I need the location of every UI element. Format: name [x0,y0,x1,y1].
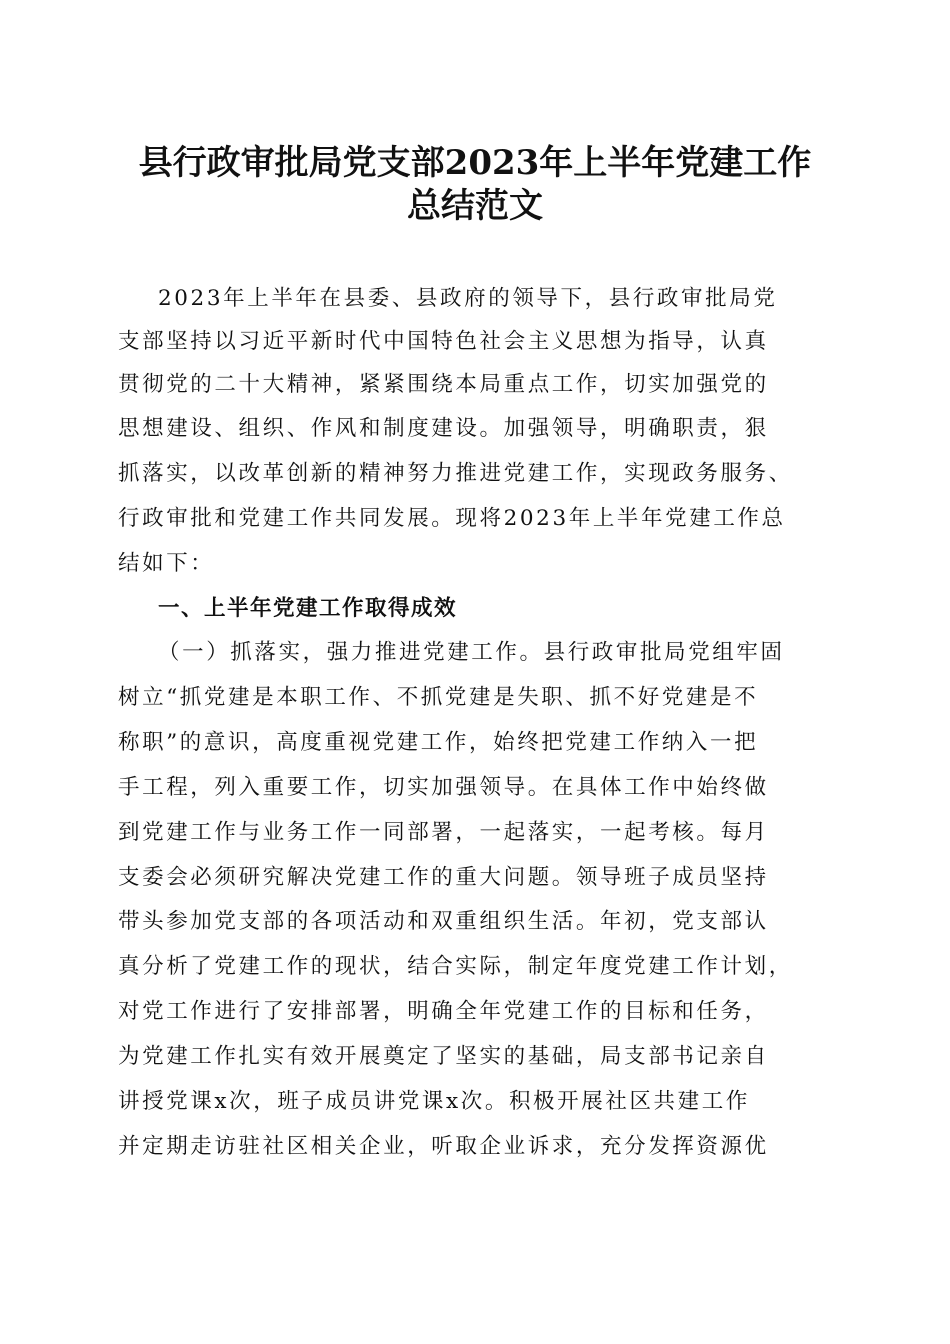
body-line: 树立“抓党建是本职工作、不抓党建是失职、抓不好党建是不 [118,685,759,710]
body-line: （一）抓落实，强力推进党建工作。县行政审批局党组牢固 [158,640,785,665]
document-title-line-2: 总结范文 [407,186,543,226]
body-line: 真分析了党建工作的现状，结合实际，制定年度党建工作计划， [118,954,793,979]
body-line: 并定期走访驻社区相关企业，听取企业诉求，充分发挥资源优 [118,1134,769,1159]
body-line: 带头参加党支部的各项活动和双重组织生活。年初，党支部认 [118,909,769,934]
document-title-line-1: 县行政审批局党支部2023年上半年党建工作 [138,143,812,183]
body-line: 称职”的意识，高度重视党建工作，始终把党建工作纳入一把 [118,730,759,755]
body-line: 为党建工作扎实有效开展奠定了坚实的基础，局支部书记亲自 [118,1044,769,1069]
body-line: 支委会必须研究解决党建工作的重大问题。领导班子成员坚持 [118,865,769,890]
intro-line: 结如下： [118,551,215,576]
intro-line: 贯彻党的二十大精神，紧紧围绕本局重点工作，切实加强党的 [118,372,769,397]
body-line: 讲授党课x次，班子成员讲党课x次。积极开展社区共建工作 [118,1089,750,1114]
body-line: 对党工作进行了安排部署，明确全年党建工作的目标和任务， [118,999,769,1024]
intro-line: 思想建设、组织、作风和制度建设。加强领导，明确职责，狠 [118,416,769,441]
section-heading: 一、上半年党建工作取得成效 [158,596,458,621]
intro-line: 抓落实，以改革创新的精神努力推进党建工作，实现政务服务、 [118,461,793,486]
intro-line: 2023年上半年在县委、县政府的领导下，县行政审批局党 [158,286,778,311]
intro-line: 行政审批和党建工作共同发展。现将2023年上半年党建工作总 [118,506,786,531]
body-line: 手工程，列入重要工作，切实加强领导。在具体工作中始终做 [118,775,769,800]
intro-line: 支部坚持以习近平新时代中国特色社会主义思想为指导，认真 [118,329,769,354]
body-line: 到党建工作与业务工作一同部署，一起落实，一起考核。每月 [118,820,769,845]
